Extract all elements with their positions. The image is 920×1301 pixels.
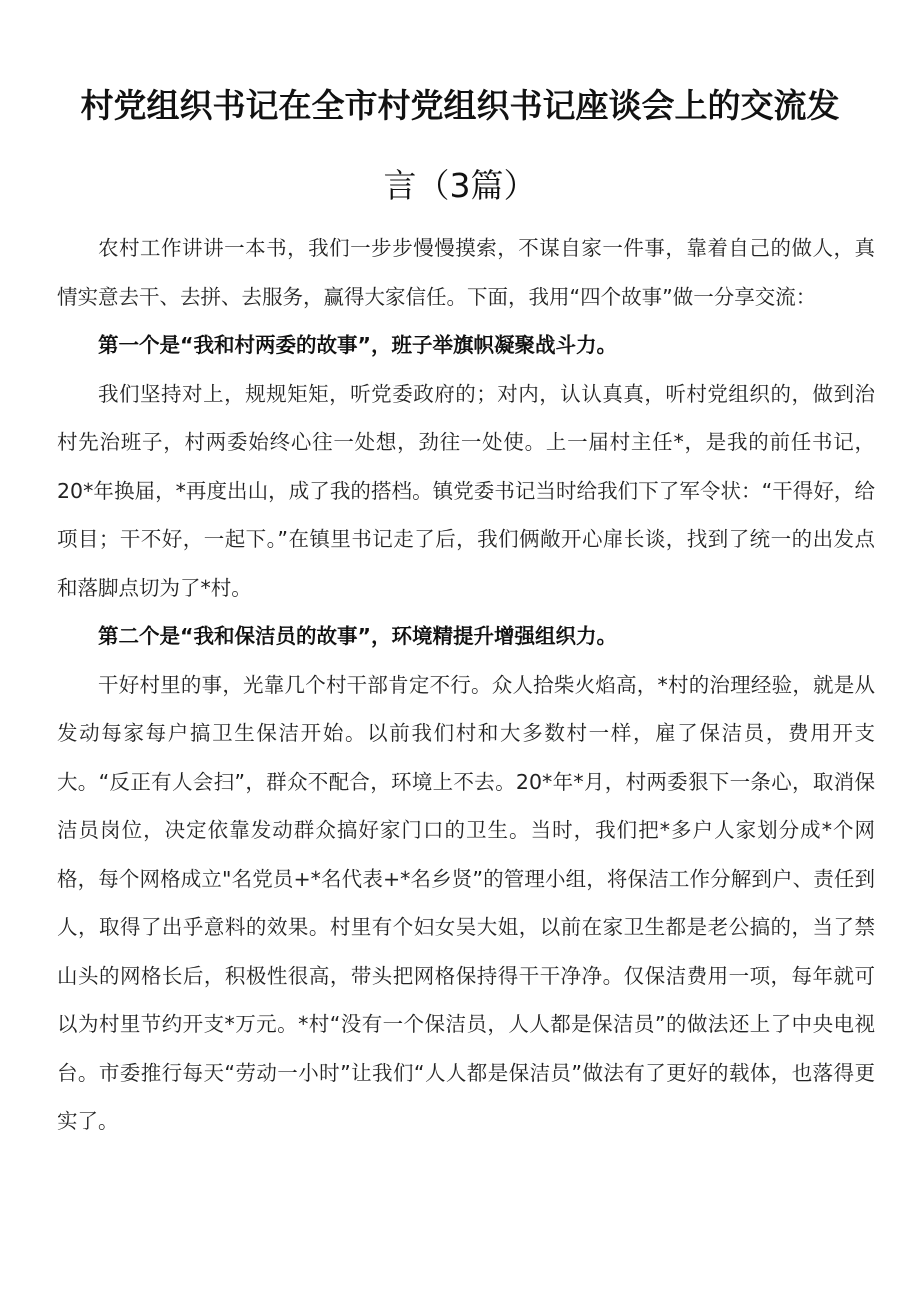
section-heading-2: 第二个是“我和保洁员的故事”，环境精提升增强组织力。	[98, 624, 617, 648]
intro-paragraph: 农村工作讲讲一本书，我们一步步慢慢摸索，不谋自家一件事，靠着自己的做人，真情实意去干、去拼、去服务，赢得大家信任。下面，我用“四个故事”做一分享交流：	[57, 236, 875, 309]
document-body	[57, 224, 875, 1146]
section-2-paragraph: 干好村里的事，光靠几个村干部肯定不行。众人拾柴火焰高，*村的治理经验，就是从发动每家每户搞卫生保洁开始。以前我们村和大多数村一样，雇了保洁员，费用开支大。“反正有人会扫”，群众不配合，环境上不去。20*年*月，村两委狠下一条心，取消保洁员岗位，决定依靠发动群众搞好家门口的卫生。当时，我们把*多户人家划分成*个网格，每个网格成立"名党员+*名代表+*名乡贤”的管理小组，将保洁工作分解到户、责任到人，取得了出乎意料的效果。村里有个妇女吴大姐，以前在家卫生都是老公搞的，当了禁山头的网格长后，积极性很高，带头把网格保持得干干净净。仅保洁费用一项，每年就可以为村里节约开支*万元。*村“没有一个保洁员，人人都是保洁员”的做法还上了中央电视台。市委推行每天“劳动一小时”让我们“人人都是保洁员”做法有了更好的载体，也落得更实了。	[57, 672, 875, 1133]
section-heading-1: 第一个是“我和村两委的故事”，班子举旗帜凝聚战斗力。	[98, 333, 617, 357]
document-title-line-1: 村党组织书记在全市村党组织书记座谈会上的交流发	[80, 86, 840, 125]
document-title-line-2: 言（3篇）	[383, 166, 537, 205]
section-1-paragraph: 我们坚持对上，规规矩矩，听党委政府的；对内，认认真真，听村党组织的，做到治村先治班子，村两委始终心往一处想，劲往一处使。上一届村主任*，是我的前任书记，20*年换届，*再度出山，成了我的搭档。镇党委书记当时给我们下了军令状：“干得好，给项目；干不好，一起下。”在镇里书记走了后，我们俩敞开心扉长谈，找到了统一的出发点和落脚点切为了*村。	[57, 381, 875, 600]
